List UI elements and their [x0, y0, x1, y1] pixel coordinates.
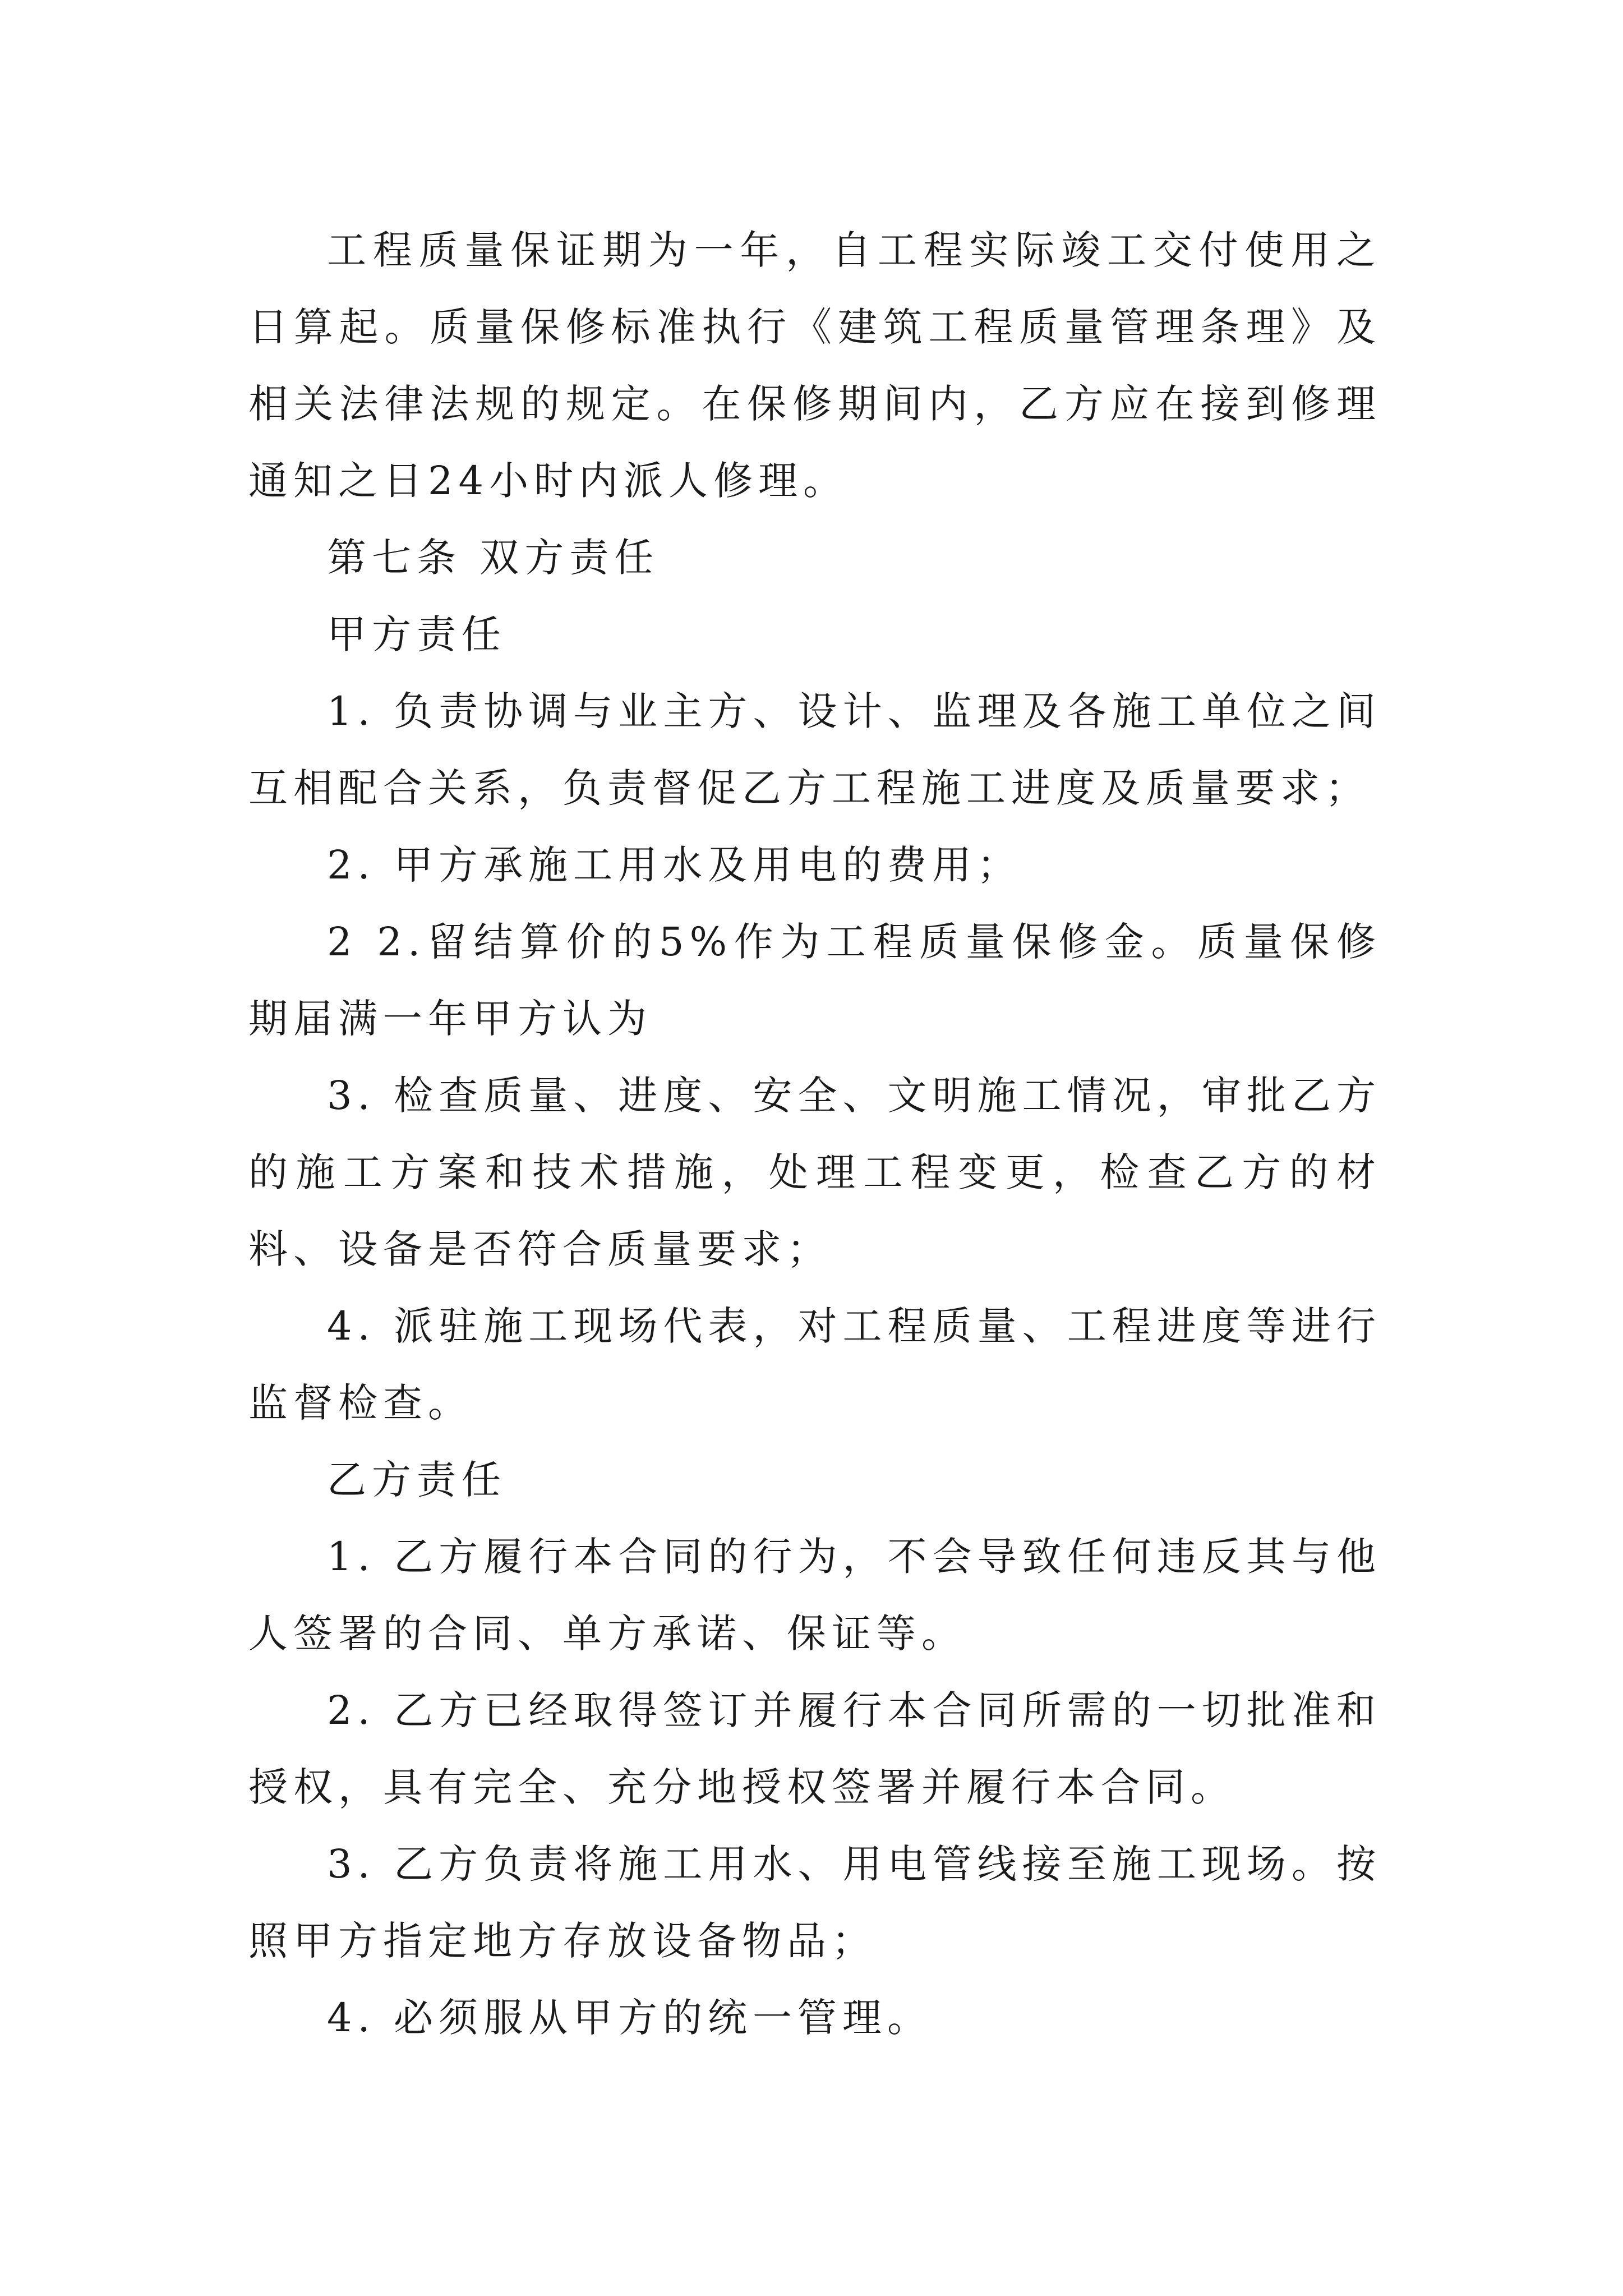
- section-heading-party-b: 乙方责任: [327, 1457, 506, 1503]
- party-b-item-2: 2. 乙方已经取得签订并履行本合同所需的一切批准和授权，具有完全、充分地授权签署并履行本合同。: [248, 1687, 1381, 1810]
- party-a-item-2b: 2 2.留结算价的5%作为工程质量保修金。质量保修期届满一年甲方认为: [248, 919, 1381, 1042]
- party-b-item-4: 4. 必须服从甲方的统一管理。: [327, 1995, 933, 2041]
- party-a-item-3: 3. 检查质量、进度、安全、文明施工情况，审批乙方的施工方案和技术措施，处理工程变更，检查乙方的材料、设备是否符合质量要求；: [248, 1073, 1381, 1272]
- party-a-item-4: 4. 派驻施工现场代表，对工程质量、工程进度等进行监督检查。: [248, 1303, 1381, 1426]
- party-a-item-1: 1. 负责协调与业主方、设计、监理及各施工单位之间互相配合关系，负责督促乙方工程施工进度及质量要求；: [248, 688, 1381, 811]
- article-heading: 第七条 双方责任: [327, 535, 660, 581]
- section-heading-party-a: 甲方责任: [327, 611, 506, 657]
- party-b-item-3: 3. 乙方负责将施工用水、用电管线接至施工现场。按照甲方指定地方存放设备物品；: [248, 1841, 1381, 1964]
- party-b-item-1: 1. 乙方履行本合同的行为，不会导致任何违反其与他人签署的合同、单方承诺、保证等。: [248, 1534, 1381, 1657]
- document-body: [248, 212, 1381, 2056]
- paragraph-warranty-period: 工程质量保证期为一年，自工程实际竣工交付使用之日算起。质量保修标准执行《建筑工程质量管理条理》及相关法律法规的规定。在保修期间内，乙方应在接到修理通知之日24小时内派人修理。: [248, 227, 1381, 504]
- party-a-item-2: 2. 甲方承施工用水及用电的费用；: [327, 842, 1022, 888]
